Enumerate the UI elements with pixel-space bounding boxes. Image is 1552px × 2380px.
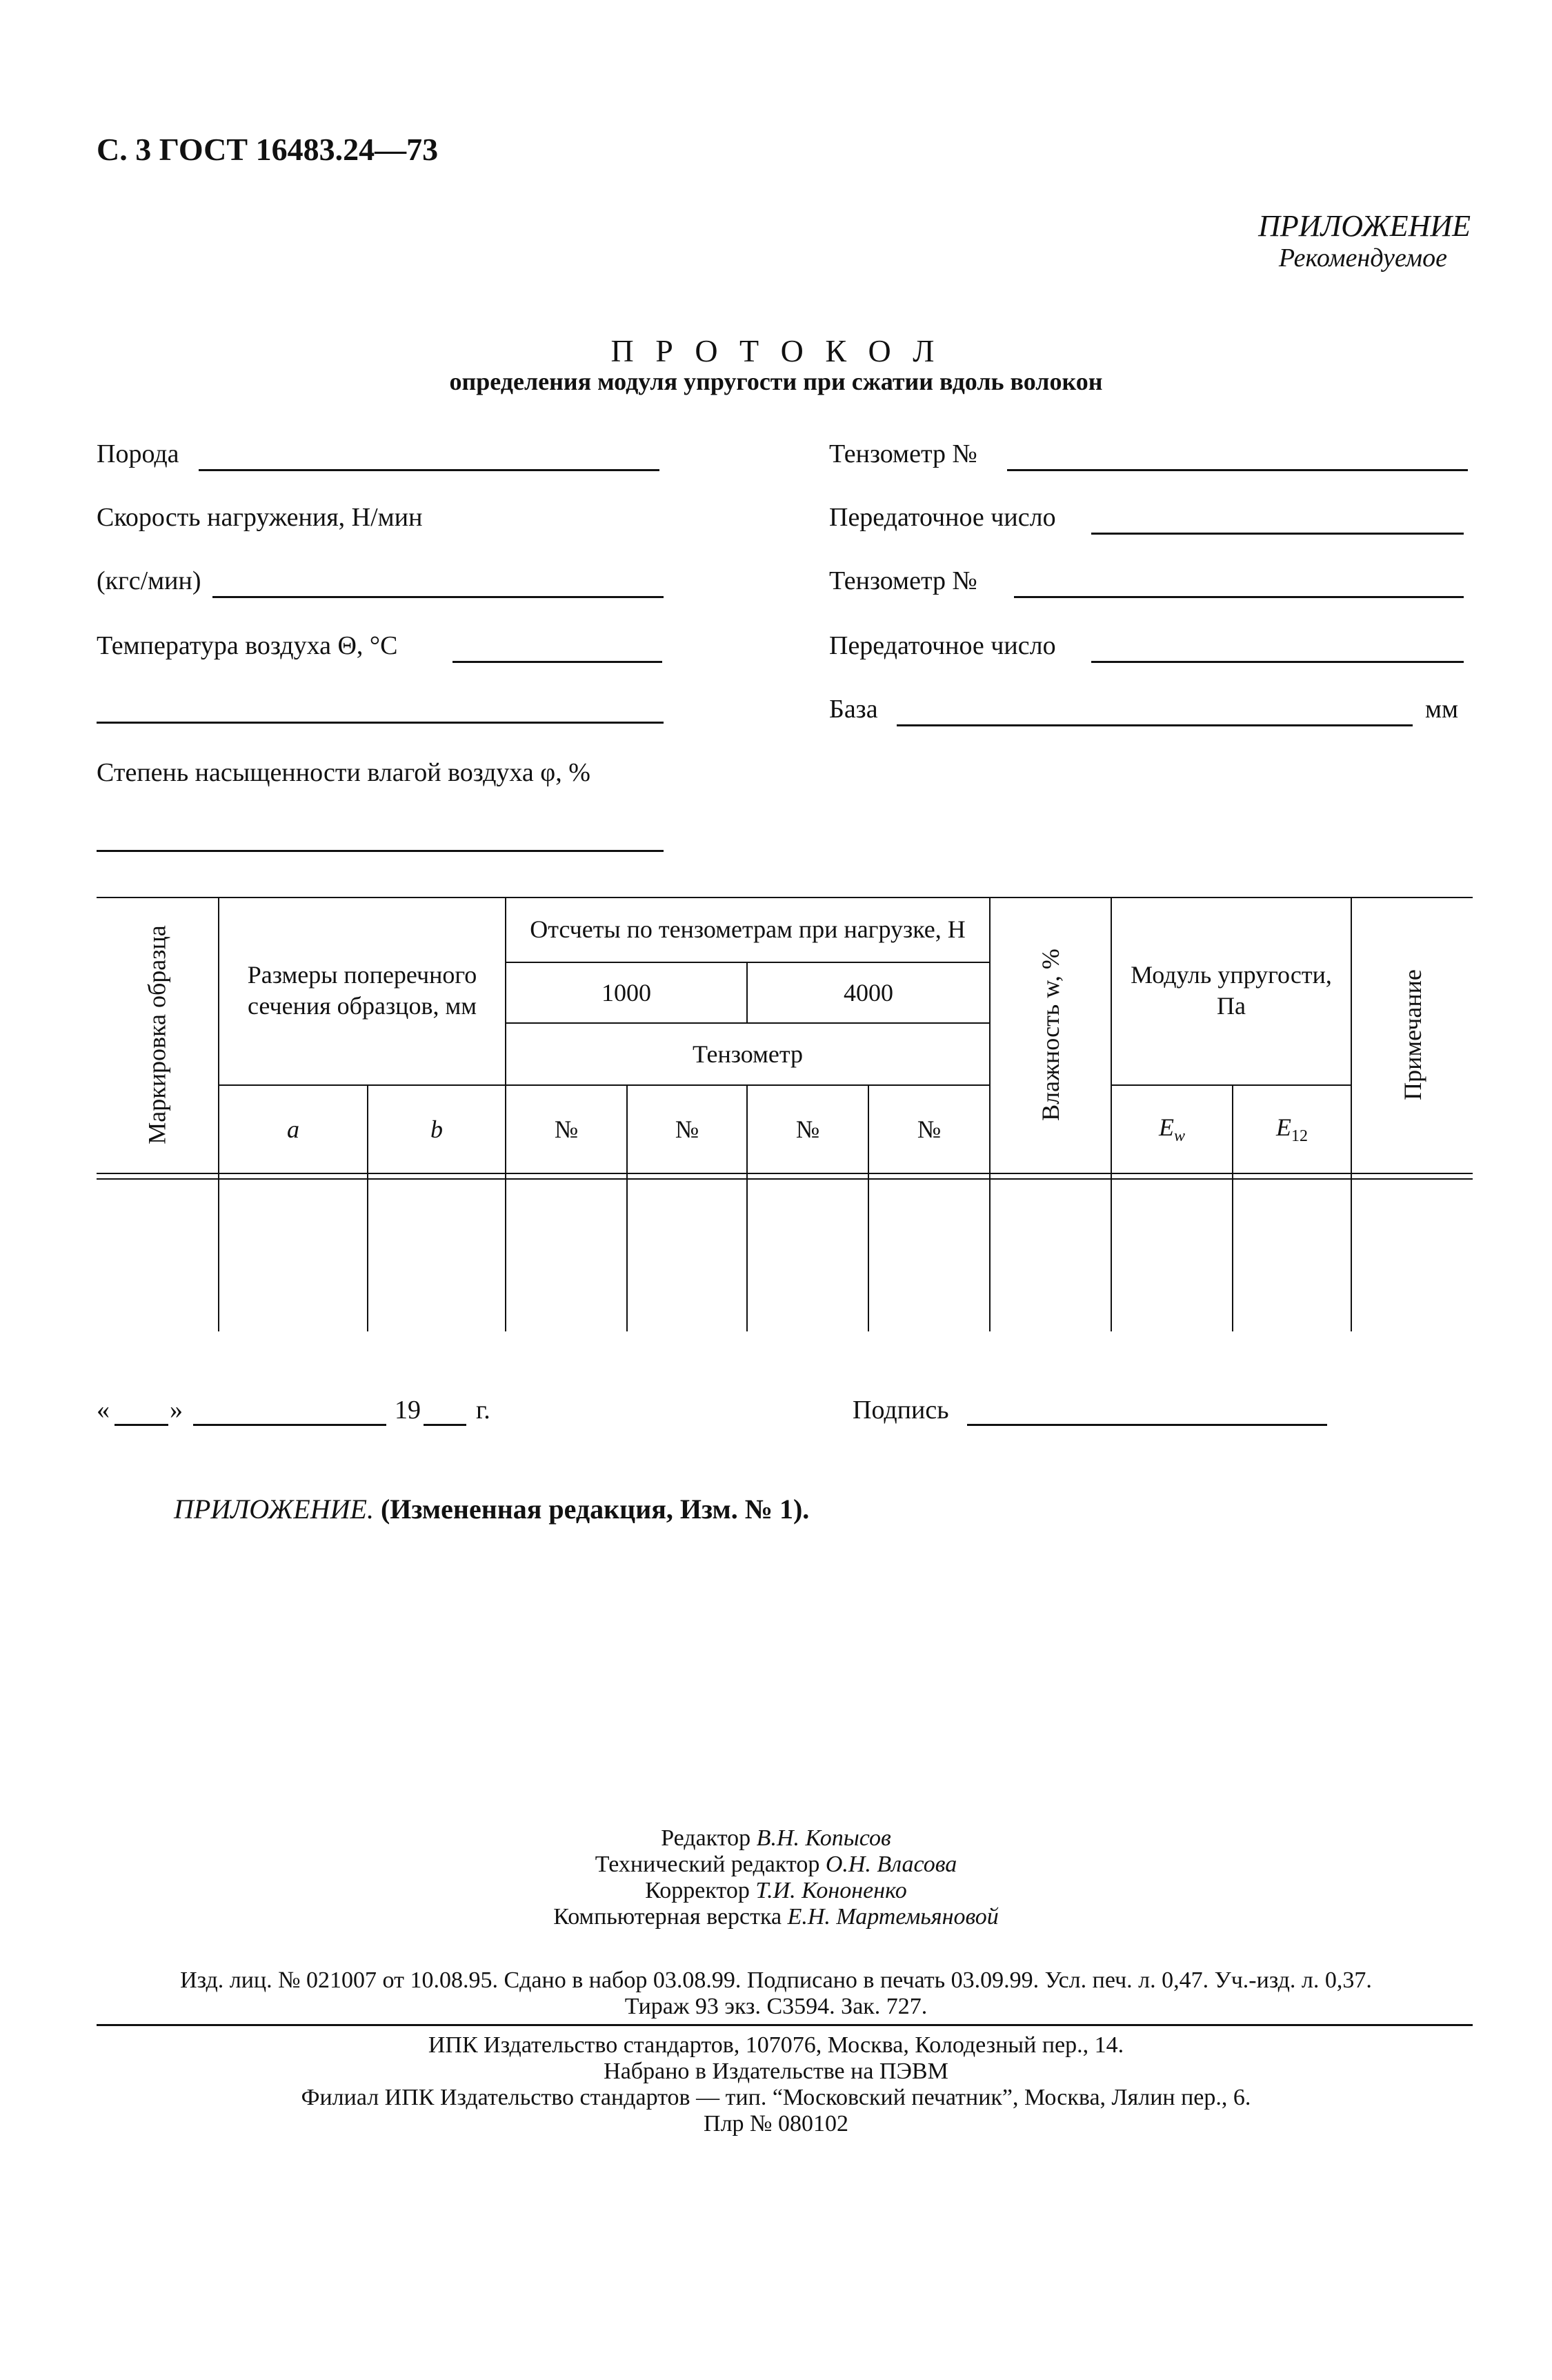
load-rate-label: Скорость нагружения, Н/мин: [97, 503, 423, 532]
base-label: База: [829, 695, 878, 724]
publisher-line-3: Филиал ИПК Издательство стандартов — тип. “Московский печатник”, Москва, Лялин пер., 6.: [301, 2085, 1251, 2110]
change-note: ПРИЛОЖЕНИЕ. (Измененная редакция, Изм. № 1).: [174, 1494, 810, 1525]
header-dimensions: Размеры поперечного сечения образцов, мм: [247, 961, 477, 1020]
credit-proofreader: Корректор Т.И. Кононенко: [645, 1878, 907, 1903]
ratio-2-blank[interactable]: [1091, 661, 1464, 663]
credit-layout: Компьютерная верстка Е.Н. Мартемьяновой: [553, 1904, 999, 1930]
humidity-blank[interactable]: [97, 850, 664, 852]
date-month-blank[interactable]: [193, 1424, 386, 1426]
imprint-divider: [97, 2024, 1473, 2026]
protocol-subtitle: определения модуля упругости при сжатии вдоль волокон: [449, 368, 1103, 395]
air-temp-label: Температура воздуха Θ, °С: [97, 631, 398, 660]
header-tensometer: Тензометр: [692, 1040, 804, 1068]
sub-no-1: №: [554, 1115, 579, 1143]
publisher-line-1: ИПК Издательство стандартов, 107076, Москва, Колодезный пер., 14.: [428, 2032, 1124, 2058]
base-blank[interactable]: [897, 724, 1413, 726]
sub-ew: $E_w$: [1158, 1113, 1185, 1146]
species-label: Порода: [97, 439, 179, 468]
date-day-blank[interactable]: [115, 1424, 168, 1426]
publisher-line-4: Плр № 080102: [704, 2111, 848, 2136]
protocol-title: П Р О Т О К О Л: [610, 333, 942, 368]
header-note: Примечание: [1398, 969, 1426, 1100]
date-quote-open: «: [97, 1396, 110, 1425]
imprint-print-run: Тираж 93 экз. С3594. Зак. 727.: [624, 1994, 928, 2019]
imprint-license: Изд. лиц. № 021007 от 10.08.95. Сдано в набор 03.08.99. Подписано в печать 03.09.99. Усл. печ. л. 0,47. Уч.-изд. л. 0,37.: [180, 1967, 1372, 1993]
year-blank[interactable]: [424, 1424, 466, 1426]
tensometer-1-blank[interactable]: [1007, 469, 1468, 471]
credit-editor: Редактор В.Н. Копысов: [661, 1825, 891, 1851]
species-blank[interactable]: [199, 469, 659, 471]
credit-tech-editor: Технический редактор О.Н. Власова: [595, 1852, 957, 1877]
tensometer-2-blank[interactable]: [1014, 596, 1464, 598]
header-moisture: Влажность w, %: [1037, 949, 1064, 1121]
load-rate-alt-label: (кгс/мин): [97, 566, 201, 595]
appendix-status: Рекомендуемое: [1278, 244, 1447, 272]
base-unit: мм: [1425, 695, 1459, 724]
extra-blank[interactable]: [97, 722, 664, 724]
header-load-1000: 1000: [601, 978, 651, 1006]
page-reference: С. 3 ГОСТ 16483.24—73: [97, 132, 439, 167]
sub-no-2: №: [675, 1115, 699, 1143]
header-marking: Маркировка образца: [143, 925, 171, 1144]
signature-label: Подпись: [853, 1396, 949, 1425]
header-load-4000: 4000: [844, 978, 893, 1006]
ratio-2-label: Передаточное число: [829, 631, 1056, 660]
sub-a: a: [287, 1115, 299, 1143]
sub-no-4: №: [917, 1115, 942, 1143]
publisher-line-2: Набрано в Издательстве на ПЭВМ: [604, 2059, 948, 2084]
year-prefix: 19: [395, 1396, 421, 1425]
tensometer-2-label: Тензометр №: [829, 566, 977, 595]
appendix-label: ПРИЛОЖЕНИЕ: [1258, 209, 1471, 243]
humidity-label: Степень насыщенности влагой воздуха φ, %: [97, 758, 590, 787]
header-readings: Отсчеты по тензометрам при нагрузке, Н: [530, 915, 966, 943]
year-suffix: г.: [476, 1396, 490, 1425]
air-temp-blank[interactable]: [452, 661, 662, 663]
ratio-1-blank[interactable]: [1091, 533, 1464, 535]
date-quote-close: »: [170, 1396, 183, 1425]
ratio-1-label: Передаточное число: [829, 503, 1056, 532]
signature-blank[interactable]: [967, 1424, 1327, 1426]
tensometer-1-label: Тензометр №: [829, 439, 977, 468]
sub-e12: $E_{12}$: [1276, 1113, 1308, 1146]
sub-b: b: [430, 1115, 443, 1143]
load-rate-blank[interactable]: [212, 596, 664, 598]
sub-no-3: №: [795, 1115, 820, 1143]
header-modulus: Модуль упругости, Па: [1131, 961, 1332, 1020]
